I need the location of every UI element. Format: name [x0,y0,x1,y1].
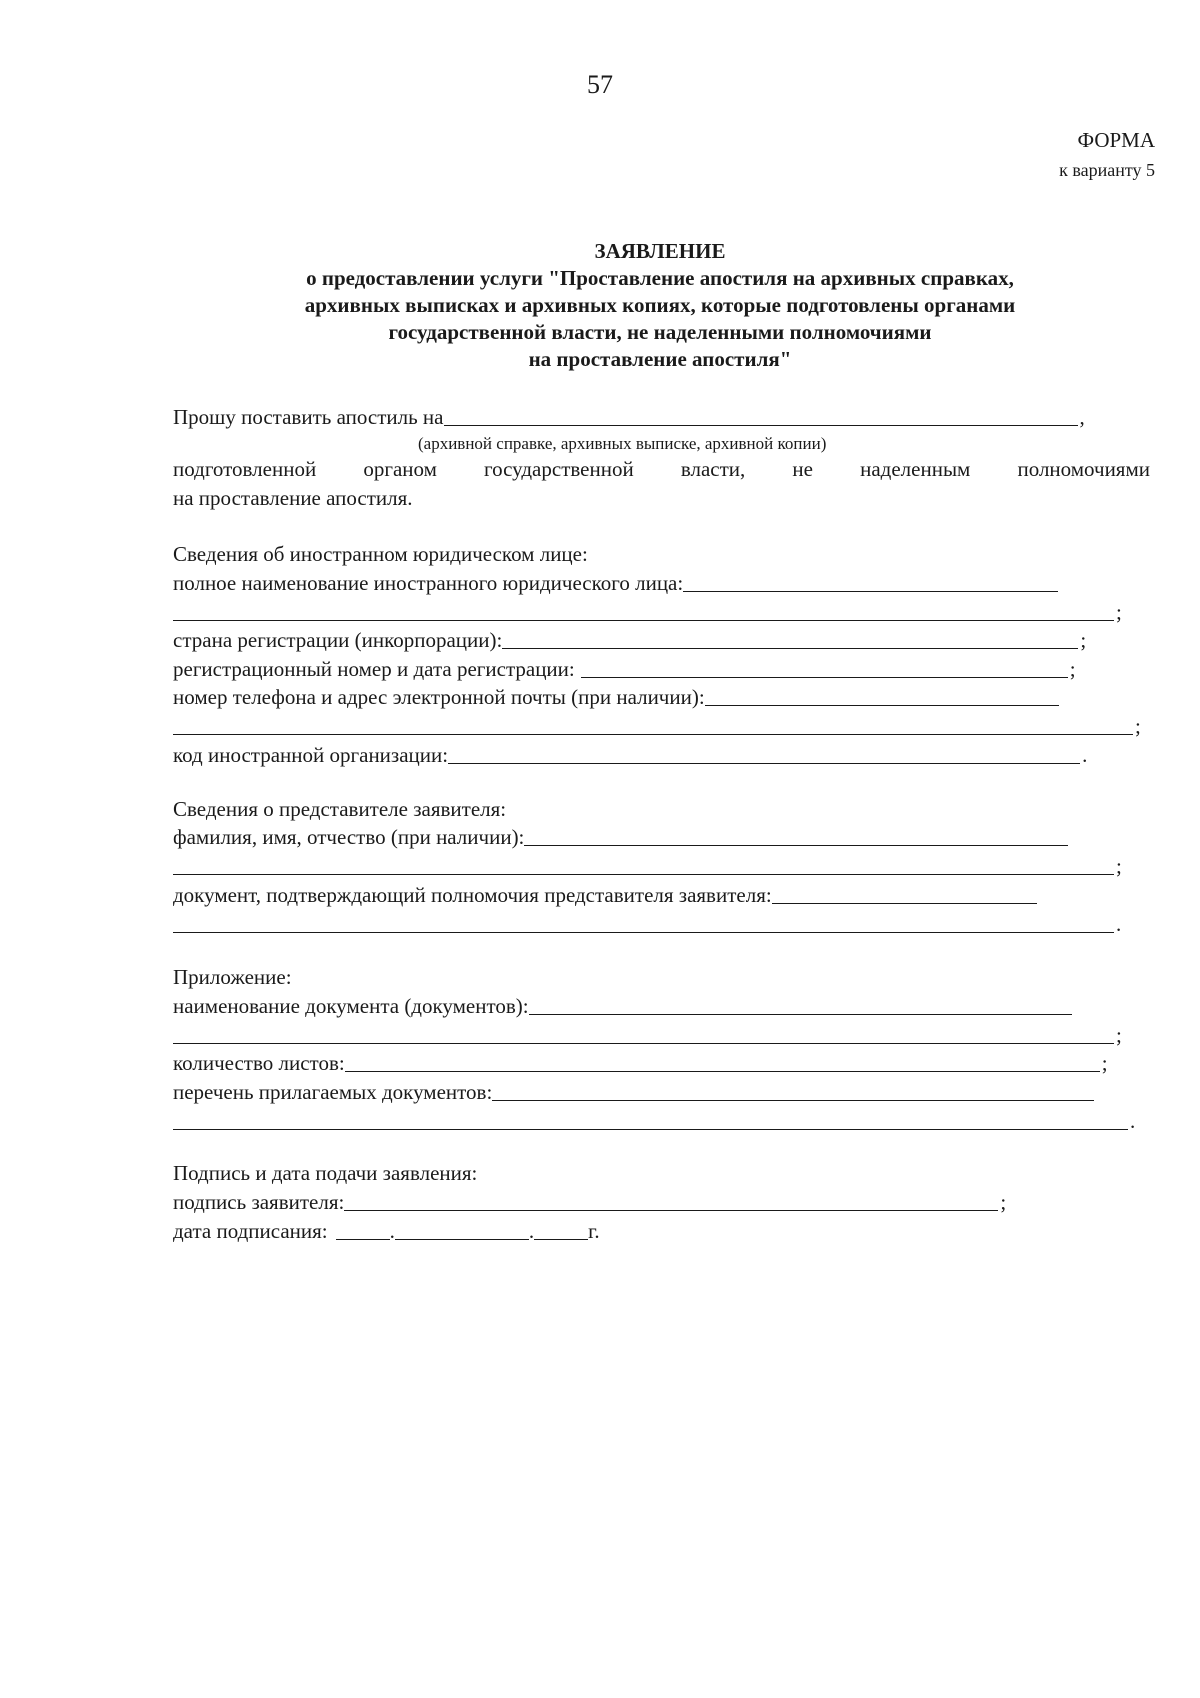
sheets-label: количество листов: [173,1051,345,1075]
form-label: ФОРМА [1077,128,1155,152]
doc-name-line-2 [173,1020,1122,1048]
representative-heading: Сведения о представителе заявителя: [173,797,507,821]
full-name-field[interactable] [683,571,1058,592]
fio-line-2 [173,851,1122,879]
date-day-field[interactable] [336,1219,390,1240]
reg-number-field[interactable] [581,657,1068,678]
code-period: . [1082,743,1088,767]
signature-field[interactable] [344,1190,998,1211]
rep-document-period: . [1116,912,1122,936]
sign-label: подпись заявителя: [173,1190,345,1214]
rep-document-label: документ, подтверждающий полномочия представителя заявителя: [173,883,772,907]
date-month-field[interactable] [395,1219,529,1240]
full-name-line [173,568,1058,596]
foreign-entity-heading: Сведения об иностранном юридическом лице: [173,542,588,566]
attachment-heading: Приложение: [173,965,292,989]
rep-document-field-2[interactable] [173,912,1114,933]
country-label: страна регистрации (инкорпорации): [173,628,503,652]
list-field[interactable] [492,1080,1094,1101]
date-label: дата подписания: [173,1219,328,1243]
contacts-line-2 [173,711,1141,739]
list-line [173,1077,1094,1105]
contacts-line [173,682,1059,710]
contacts-field[interactable] [705,685,1059,706]
date-year-suffix: г. [588,1219,600,1243]
reg-number-semicolon: ; [1069,657,1076,681]
request-line [173,402,1085,430]
sign-line [173,1187,1006,1215]
request-continuation: подготовленной органом государственной власти, не наделенным полномочиями [173,457,1150,481]
doc-name-line [173,991,1072,1019]
fio-label: фамилия, имя, отчество (при наличии): [173,825,525,849]
full-name-line-2 [173,597,1122,625]
title-line-1: о предоставлении услуги "Проставление апостиля на архивных справках, [306,266,1014,290]
request-continuation-2: на проставление апостиля. [173,486,413,510]
date-year-field[interactable] [534,1219,588,1240]
contacts-label: номер телефона и адрес электронной почты (при наличии): [173,685,705,709]
date-dot-2: . [528,1219,535,1243]
page-number: 57 [587,70,613,99]
doc-name-field-2[interactable] [173,1023,1114,1044]
title-line-2: архивных выписках и архивных копиях, которые подготовлены органами [304,293,1016,317]
full-name-semicolon: ; [1116,600,1122,624]
list-label: перечень прилагаемых документов: [173,1080,493,1104]
doc-name-label: наименование документа (документов): [173,994,529,1018]
document-title [170,238,1150,373]
code-line [173,740,1087,768]
country-semicolon: ; [1080,628,1087,652]
title-heading: ЗАЯВЛЕНИЕ [594,239,726,263]
list-period: . [1130,1109,1136,1133]
code-field[interactable] [448,743,1080,764]
country-line [173,625,1086,653]
list-field-2[interactable] [173,1109,1128,1130]
request-caption: (архивной справке, архивных выписке, архивной копии) [418,434,827,453]
list-line-2 [173,1106,1135,1134]
rep-document-line-2 [173,909,1121,937]
sheets-field[interactable] [345,1051,1100,1072]
fio-field-2[interactable] [173,854,1114,875]
date-dot-1: . [389,1219,395,1243]
sheets-semicolon: ; [1101,1051,1108,1075]
country-field[interactable] [502,628,1078,649]
request-label: Прошу поставить апостиль на [173,405,444,429]
title-line-3: государственной власти, не наделенными полномочиями [388,320,932,344]
code-label: код иностранной организации: [173,743,449,767]
request-document-field[interactable] [444,405,1078,426]
fio-semicolon: ; [1116,854,1122,878]
request-comma: , [1079,405,1085,429]
reg-number-line [173,654,1076,682]
doc-name-semicolon: ; [1116,1023,1122,1047]
title-line-4: на проставление апостиля" [528,347,792,371]
full-name-field-2[interactable] [173,600,1114,621]
fio-line [173,822,1068,850]
variant-label: к варианту 5 [1059,160,1155,180]
contacts-semicolon: ; [1135,714,1141,738]
reg-number-label: регистрационный номер и дата регистрации: [173,657,575,681]
fio-field[interactable] [524,825,1068,846]
full-name-label: полное наименование иностранного юридического лица: [173,571,684,595]
sheets-line [173,1048,1108,1076]
rep-document-field[interactable] [772,883,1037,904]
doc-name-field[interactable] [529,994,1072,1015]
date-line [173,1216,600,1244]
contacts-field-2[interactable] [173,714,1133,735]
rep-document-line [173,880,1037,908]
signature-heading: Подпись и дата подачи заявления: [173,1161,478,1185]
sign-semicolon: ; [1000,1190,1007,1214]
